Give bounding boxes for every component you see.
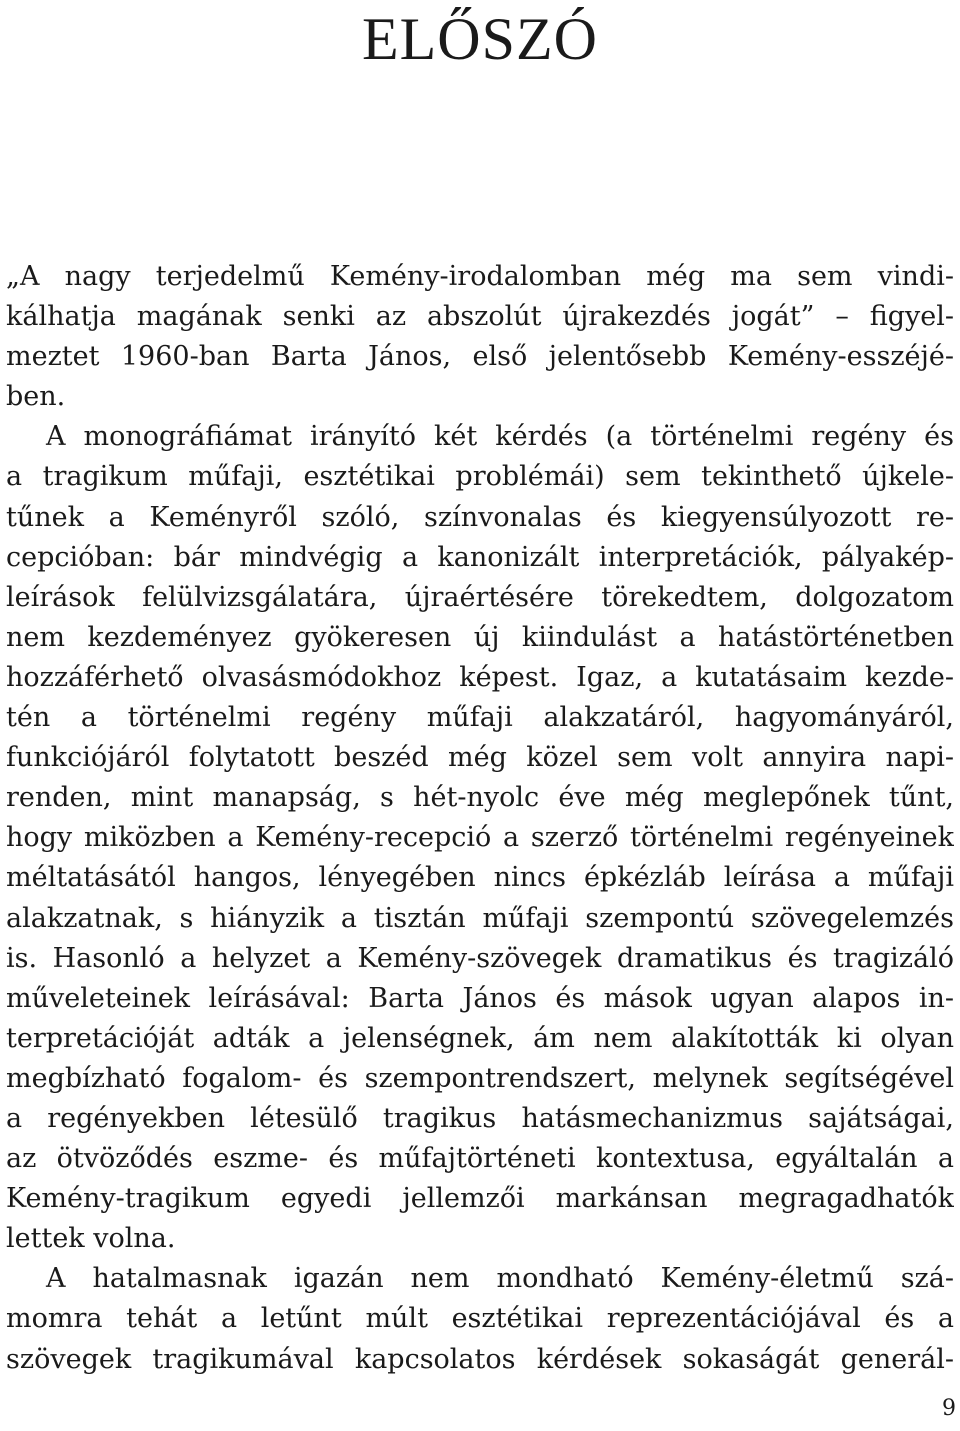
text-line: műveleteinek leírásával: Barta János és mások ugyan alapos in- xyxy=(6,982,954,1014)
text-line: meztet 1960-ban Barta János, első jelentősebb Kemény-esszéjé- xyxy=(6,341,954,373)
text-line: szövegek tragikumával kapcsolatos kérdések sokaságát generál- xyxy=(6,1343,954,1375)
text-line: is. Hasonló a helyzet a Kemény-szövegek dramatikus és tragizáló xyxy=(6,942,954,974)
text-line: renden, mint manapság, s hét-nyolc éve még meglepőnek tűnt, xyxy=(6,782,954,814)
text-line: lettek volna. xyxy=(6,1223,176,1255)
text-line: tén a történelmi regény műfaji alakzatáról, hagyományáról, xyxy=(6,702,954,734)
text-line: a tragikum műfaji, esztétikai problémái) sem tekinthető újkele- xyxy=(6,461,954,493)
text-line: alakzatnak, s hiányzik a tisztán műfaji szempontú szövegelemzés xyxy=(6,902,954,934)
text-line: hozzáférhető olvasásmódokhoz képest. Igaz, a kutatásaim kezde- xyxy=(6,661,954,693)
text-line: hogy miközben a Kemény-recepció a szerző történelmi regényeinek xyxy=(6,822,954,854)
text-line: terpretációját adták a jelenségnek, ám nem alakították ki olyan xyxy=(6,1022,954,1054)
text-line: cepcióban: bár mindvégig a kanonizált interpretációk, pályakép- xyxy=(6,541,954,573)
text-line: nem kezdeményez gyökeresen új kiindulást a hatástörténetben xyxy=(6,621,954,653)
text-line: kálhatja magának senki az abszolút újrakezdés jogát” – figyel- xyxy=(6,301,954,333)
page-number: 9 xyxy=(942,1396,956,1421)
text-line: „A nagy terjedelmű Kemény-irodalomban még ma sem vindi- xyxy=(6,261,954,292)
text-line: A hatalmasnak igazán nem mondható Kemény-életmű szá- xyxy=(46,1263,954,1295)
text-line: az ötvöződés eszme- és műfajtörténeti kontextusa, egyáltalán a xyxy=(6,1143,954,1175)
text-line: méltatásától hangos, lényegében nincs épkézláb leírása a műfaji xyxy=(6,862,954,894)
text-line: megbízható fogalom- és szempontrendszert, melynek segítségével xyxy=(6,1062,954,1094)
text-line: Kemény-tragikum egyedi jellemzői markánsan megragadhatók xyxy=(6,1183,954,1215)
text-line: a regényekben létesülő tragikus hatásmechanizmus sajátságai, xyxy=(6,1102,954,1134)
text-line: funkciójáról folytatott beszéd még közel sem volt annyira napi- xyxy=(6,742,954,774)
text-line: momra tehát a letűnt múlt esztétikai reprezentációjával és a xyxy=(6,1303,954,1335)
body-text xyxy=(6,257,954,1380)
text-line: A monográfiámat irányító két kérdés (a történelmi regény és xyxy=(46,421,954,453)
page-title: ELŐSZÓ xyxy=(362,6,598,72)
text-line: tűnek a Keményről szóló, színvonalas és kiegyensúlyozott re- xyxy=(6,501,954,533)
text-line: leírások felülvizsgálatára, újraértésére törekedtem, dolgozatom xyxy=(6,581,954,613)
text-line: ben. xyxy=(6,381,66,413)
